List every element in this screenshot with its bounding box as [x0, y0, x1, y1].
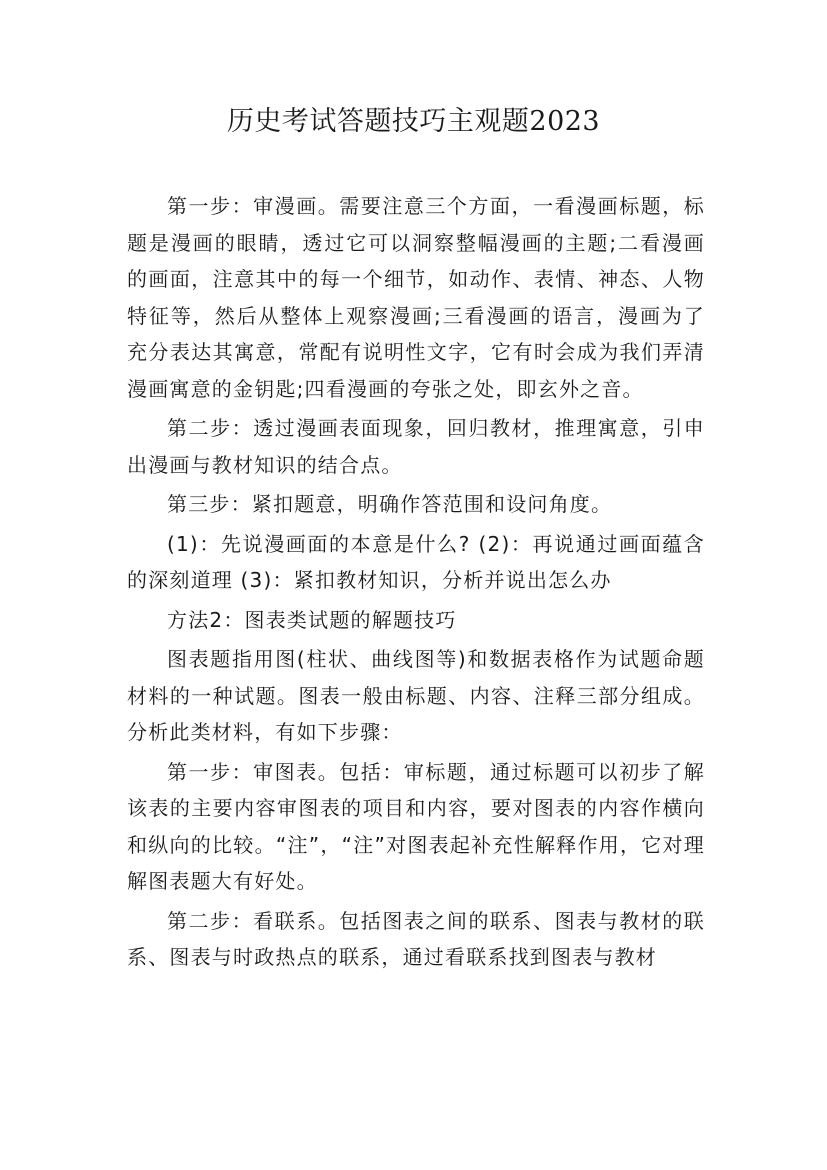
paragraph-chart-step2: 第二步：看联系。包括图表之间的联系、图表与教材的联系、图表与时政热点的联系，通过看联系找到图表与教材: [127, 908, 705, 969]
paragraph-chart-step1: 第一步：审图表。包括：审标题，通过标题可以初步了解该表的主要内容审图表的项目和内容，要对图表的内容作横向和纵向的比较。“注”，“注”对图表起补充性解释作用，它对理解图表题大有好处。: [127, 759, 705, 893]
paragraph-step2-interpret: 第二步：透过漫画表面现象，回归教材，推理寓意，引申出漫画与教材知识的结合点。: [127, 416, 705, 477]
document-body: [127, 188, 705, 979]
document-title: 历史考试答题技巧主观题2023: [226, 106, 601, 137]
paragraph-step1-review-cartoon: 第一步：审漫画。需要注意三个方面，一看漫画标题，标题是漫画的眼睛，透过它可以洞察整幅漫画的主题;二看漫画的画面，注意其中的每一个细节，如动作、表情、神态、人物特征等，然后从整体上观察漫画;三看漫画的语言，漫画为了充分表达其寓意，常配有说明性文字，它有时会成为我们弄清漫画寓意的金钥匙;四看漫画的夸张之处，即玄外之音。: [127, 194, 705, 401]
paragraph-answer-points: (1)：先说漫画面的本意是什么? (2)：再说通过画面蕴含的深刻道理 (3)：紧扣教材知识，分析并说出怎么办: [127, 531, 705, 592]
paragraph-method2-heading: 方法2：图表类试题的解题技巧: [167, 607, 457, 632]
paragraph-step3-focus: 第三步：紧扣题意，明确作答范围和设问角度。: [167, 492, 613, 516]
paragraph-chart-definition: 图表题指用图(柱状、曲线图等)和数据表格作为试题命题材料的一种试题。图表一般由标题、内容、注释三部分组成。分析此类材料，有如下步骤：: [127, 647, 705, 744]
